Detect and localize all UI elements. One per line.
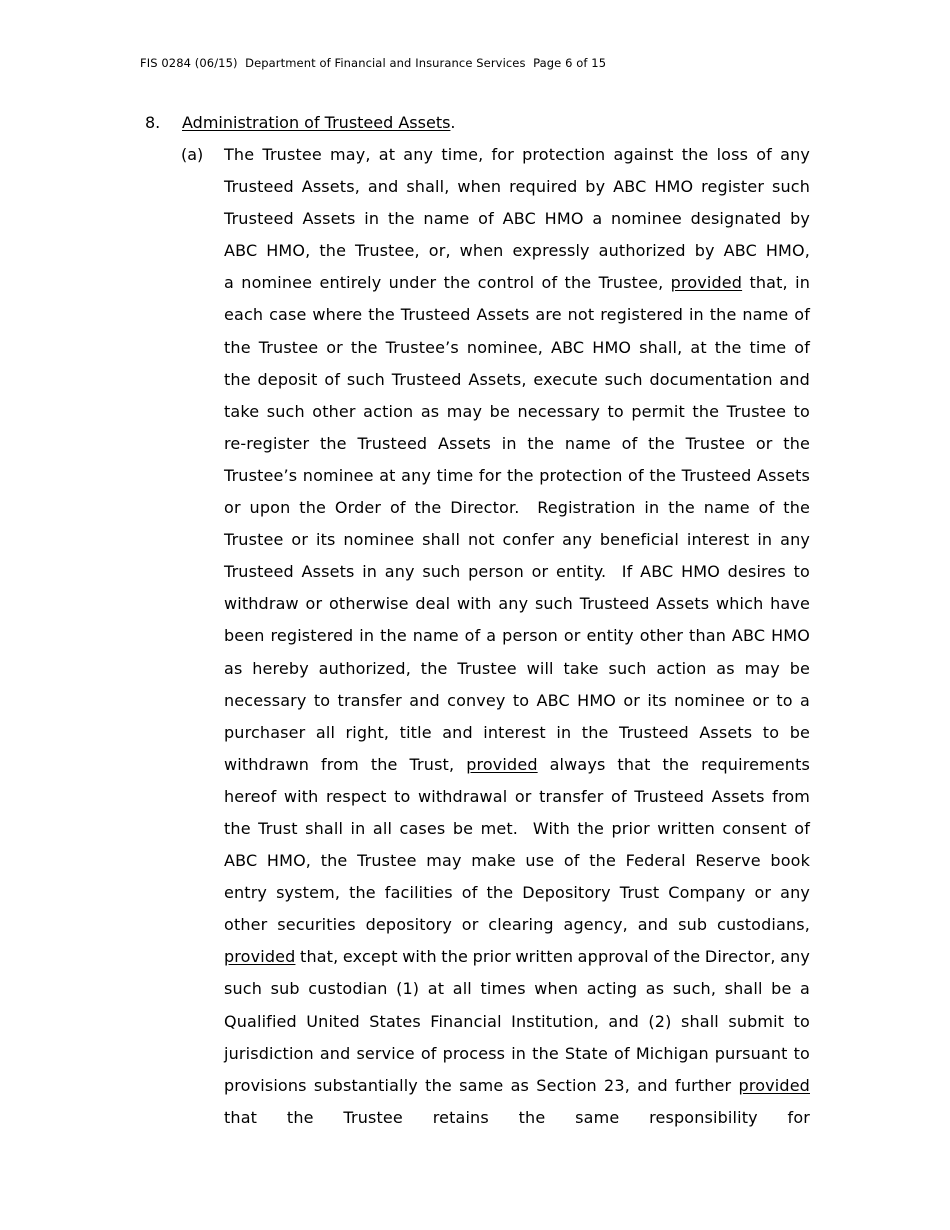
paragraph-line xyxy=(224,914,810,946)
paragraph-line xyxy=(224,272,810,304)
subsection-label: (a) xyxy=(181,145,204,164)
paragraph-line xyxy=(224,176,810,208)
line-text: or upon the Order of the Director. Registration in the name of the xyxy=(224,498,810,518)
line-text: a nominee entirely under the control of the Trustee, xyxy=(224,273,671,293)
underlined-term: provided xyxy=(224,947,296,967)
paragraph-line xyxy=(224,337,810,369)
paragraph-line xyxy=(224,1075,810,1107)
line-text: the deposit of such Trusteed Assets, execute such documentation and xyxy=(224,369,810,389)
line-text: ABC HMO, the Trustee, or, when expressly authorized by ABC HMO, xyxy=(224,241,810,261)
line-text: Qualified United States Financial Institution, and (2) shall submit to xyxy=(224,1011,810,1031)
line-text: as hereby authorized, the Trustee will take such action as may be xyxy=(224,658,810,678)
paragraph-line xyxy=(224,433,810,465)
line-text: hereof with respect to withdrawal or transfer of Trusteed Assets from xyxy=(224,786,810,806)
paragraph-line xyxy=(224,208,810,240)
paragraph-line xyxy=(224,561,810,593)
line-text: re-register the Trusteed Assets in the name of the Trustee or the xyxy=(224,433,810,453)
paragraph-line xyxy=(224,497,810,529)
line-text: Trusteed Assets, and shall, when required by ABC HMO register such xyxy=(224,177,810,197)
paragraph-line xyxy=(224,304,810,336)
paragraph-line xyxy=(224,401,810,433)
underlined-term: provided xyxy=(738,1075,810,1095)
underlined-term: provided xyxy=(670,273,743,293)
paragraph-line xyxy=(224,722,810,754)
line-text: ABC HMO, the Trustee may make use of the Federal Reserve book xyxy=(224,851,810,871)
line-text: that, in xyxy=(742,273,810,293)
line-text: withdraw or otherwise deal with any such Trusteed Assets which have xyxy=(224,594,810,614)
paragraph-line xyxy=(224,978,810,1010)
paragraph-line xyxy=(224,850,810,882)
paragraph-line xyxy=(224,786,810,818)
paragraph-line xyxy=(224,946,810,978)
paragraph-line xyxy=(224,240,810,272)
paragraph-line xyxy=(224,690,810,722)
line-text: necessary to transfer and convey to ABC HMO or its nominee or to a xyxy=(224,690,810,710)
page-header: FIS 0284 (06/15) Department of Financial and Insurance Services Page 6 of 15 xyxy=(140,56,607,70)
paragraph-line xyxy=(224,1043,810,1075)
line-text: withdrawn from the Trust, xyxy=(224,754,467,774)
line-text: such sub custodian (1) at all times when acting as such, shall be a xyxy=(224,979,810,999)
line-text: been registered in the name of a person or entity other than ABC HMO xyxy=(224,626,810,646)
paragraph-line xyxy=(224,818,810,850)
line-text: entry system, the facilities of the Depository Trust Company or any xyxy=(224,883,810,903)
line-text: always that the requirements xyxy=(537,754,810,774)
paragraph-line xyxy=(224,529,810,561)
line-text: that, except with the prior written approval of the Director, any xyxy=(295,947,810,967)
paragraph-line xyxy=(224,625,810,657)
line-text: purchaser all right, title and interest in the Trusteed Assets to be xyxy=(224,722,810,742)
paragraph-line xyxy=(224,465,810,497)
line-text: The Trustee may, at any time, for protection against the loss of any xyxy=(224,145,810,164)
paragraph-line xyxy=(224,1011,810,1043)
line-text: other securities depository or clearing agency, and sub custodians, xyxy=(224,915,810,935)
line-text: that the Trustee retains the same responsibility for xyxy=(224,1107,810,1127)
paragraph-line xyxy=(224,369,810,401)
line-text: the Trustee or the Trustee’s nominee, ABC HMO shall, at the time of xyxy=(224,337,810,357)
paragraph-line xyxy=(224,593,810,625)
line-text: take such other action as may be necessary to permit the Trustee to xyxy=(224,401,810,421)
underlined-term: provided xyxy=(466,754,538,774)
section-number: 8. xyxy=(145,113,161,132)
paragraph-line xyxy=(224,754,810,786)
paragraph-line xyxy=(224,1107,810,1139)
line-text: provisions substantially the same as Section 23, and further xyxy=(224,1075,739,1095)
section-title-punct: . xyxy=(450,113,456,132)
line-text: jurisdiction and service of process in the State of Michigan pursuant to xyxy=(224,1043,810,1063)
line-text: Trustee or its nominee shall not confer any beneficial interest in any xyxy=(224,530,810,550)
paragraph-line xyxy=(224,882,810,914)
subsection-paragraph xyxy=(224,144,810,1139)
section-title xyxy=(182,112,456,134)
line-text: Trusteed Assets in any such person or entity. If ABC HMO desires to xyxy=(224,562,810,582)
line-text: each case where the Trusteed Assets are not registered in the name of xyxy=(224,305,810,325)
paragraph-line xyxy=(224,658,810,690)
line-text: the Trust shall in all cases be met. With the prior written consent of xyxy=(224,818,810,838)
paragraph-line xyxy=(224,144,810,176)
line-text: Trustee’s nominee at any time for the protection of the Trusteed Assets xyxy=(224,465,810,485)
section-title-text: Administration of Trusteed Assets xyxy=(182,113,451,132)
line-text: Trusteed Assets in the name of ABC HMO a nominee designated by xyxy=(224,209,810,229)
